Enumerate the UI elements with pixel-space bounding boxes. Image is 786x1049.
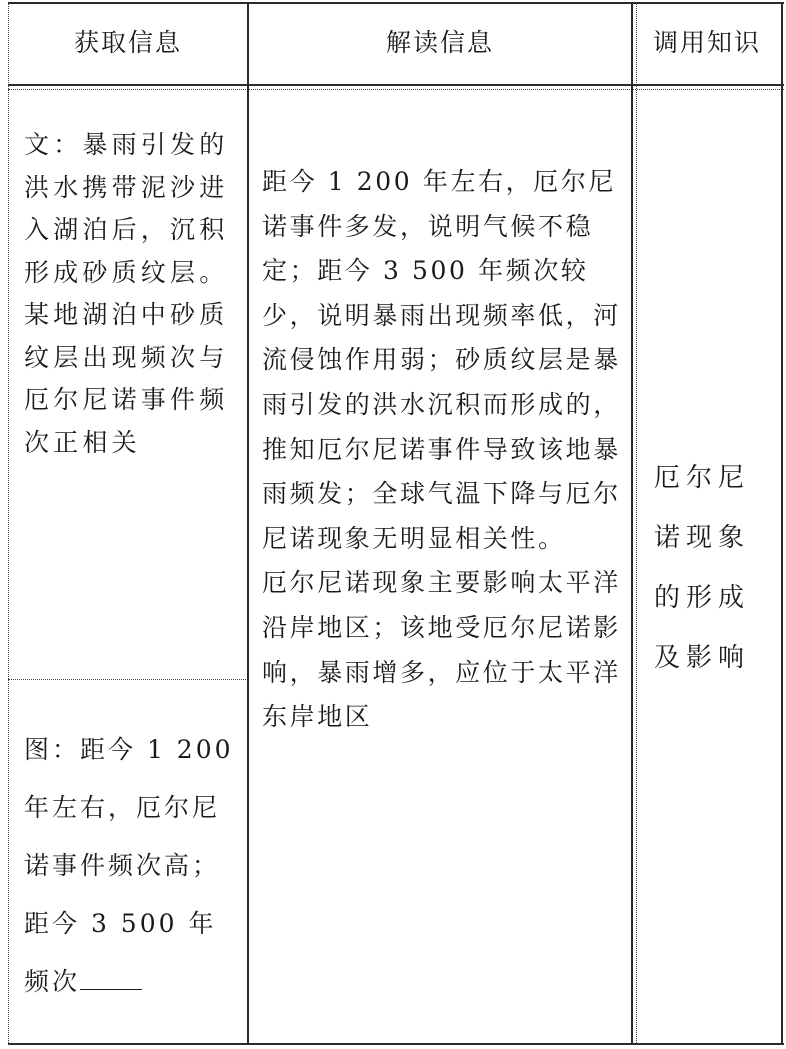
header-apply-knowledge: 调用知识 <box>652 28 761 57</box>
header-bottom-dotted <box>8 89 784 90</box>
table-top-border <box>8 2 784 4</box>
right-knowledge-text: 厄尔尼诺现象的形成及影响 <box>654 463 751 673</box>
left-top-text: 文：暴雨引发的洪水携带泥沙进入湖泊后，沉积形成砂质纹层。某地湖泊中砂质纹层出现频次与厄尔尼诺事件频次正相关 <box>24 130 229 457</box>
middle-paragraph-1: 距今 1 200 年左右，厄尔尼诺事件多发，说明气候不稳定；距今 3 500 年频次较少，说明暴雨出现频率低，河流侵蚀作用弱；砂质纹层是暴雨引发的洪水沉积而形成的，推知厄尔尼诺事件导致该地暴雨频发；全球气温下降与厄尔尼诺现象无明显相关性。 <box>262 167 621 553</box>
left-bottom-cell <box>24 721 236 1011</box>
left-cell-divider <box>8 679 248 680</box>
middle-interpretation <box>262 160 624 740</box>
left-outer-border <box>8 2 9 1045</box>
column-divider-2 <box>631 2 633 1045</box>
answer-blank <box>80 959 142 990</box>
header-interpret-info: 解读信息 <box>385 28 494 57</box>
left-bottom-text: 图：距今 1 200 年左右，厄尔尼诺事件频次高；距今 3 500 年频次 <box>24 735 234 996</box>
table-bottom-border <box>8 1043 784 1045</box>
right-outer-border <box>781 2 783 1045</box>
column-divider-1 <box>247 2 249 1045</box>
header-bottom-border <box>8 84 784 86</box>
header-acquire-info: 获取信息 <box>73 28 182 57</box>
middle-paragraph-2: 厄尔尼诺现象主要影响太平洋沿岸地区；该地受厄尔尼诺影响，暴雨增多，应位于太平洋东岸地区 <box>262 568 621 732</box>
column-divider-2-dotted <box>636 2 637 1045</box>
